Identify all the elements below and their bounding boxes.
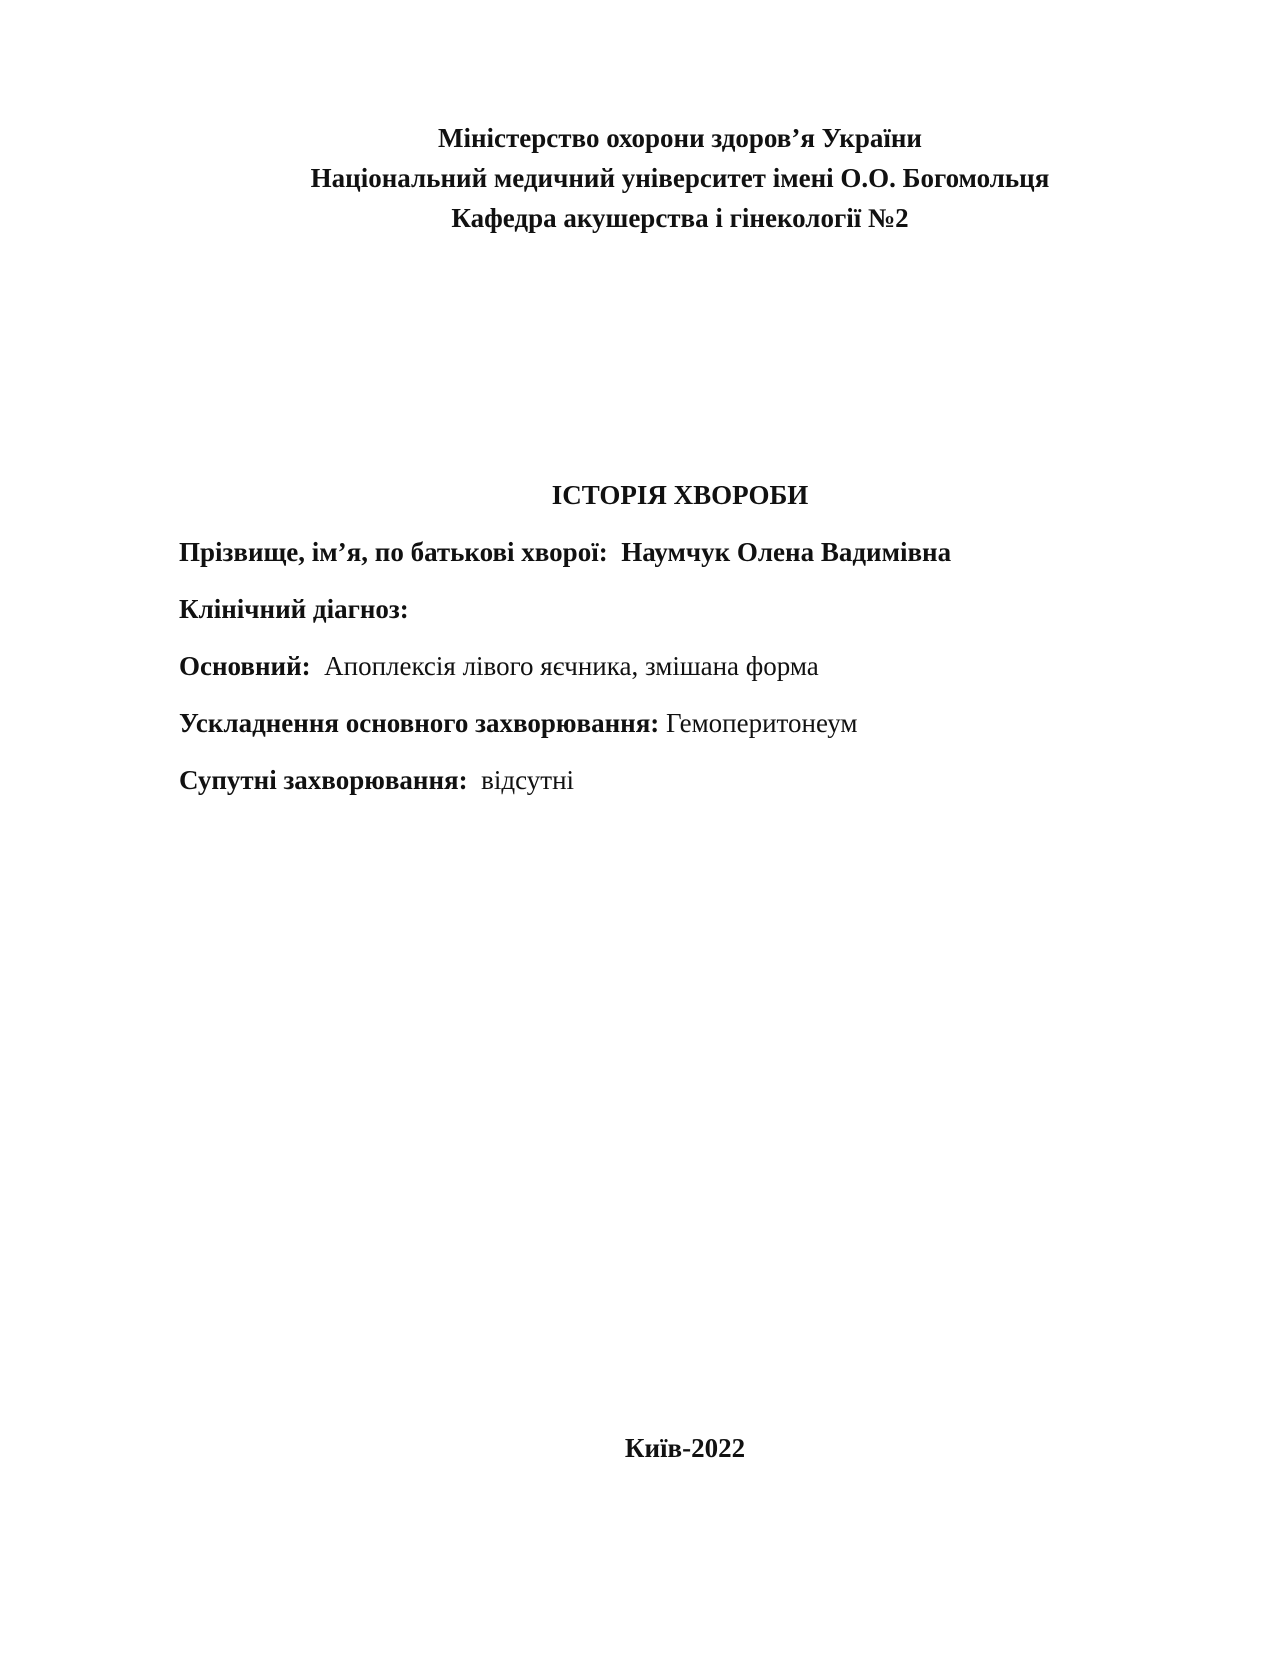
clinical-diagnosis-label: Клінічний діагноз: — [179, 594, 409, 624]
document-header — [0, 118, 1280, 238]
patient-name-value: Наумчук Олена Вадимівна — [621, 537, 952, 567]
comorbid-label: Супутні захворювання: — [179, 765, 468, 795]
complication-value: Гемоперитонеум — [666, 708, 858, 738]
department-name: Кафедра акушерства і гінекології №2 — [451, 203, 909, 233]
city-year: Київ-2022 — [624, 1433, 746, 1463]
document-title: ІСТОРІЯ ХВОРОБИ — [551, 480, 809, 510]
patient-name-field — [179, 534, 1179, 570]
comorbid-field — [179, 762, 1179, 798]
complication-field — [179, 705, 1179, 741]
ministry-name: Міністерство охорони здоров’я України — [438, 123, 922, 153]
comorbid-value: відсутні — [481, 765, 575, 795]
university-name: Національний медичний університет імені О.О. Богомольця — [310, 163, 1050, 193]
main-diagnosis-field — [179, 648, 1179, 684]
clinical-diagnosis-field — [179, 591, 1179, 627]
main-diagnosis-value: Апоплексія лівого яєчника, змішана форма — [324, 651, 819, 681]
patient-info — [179, 534, 1179, 819]
complication-label: Ускладнення основного захворювання: — [179, 708, 660, 738]
patient-name-label: Прізвище, ім’я, по батькові хворої: — [179, 537, 608, 567]
main-diagnosis-label: Основний: — [179, 651, 311, 681]
